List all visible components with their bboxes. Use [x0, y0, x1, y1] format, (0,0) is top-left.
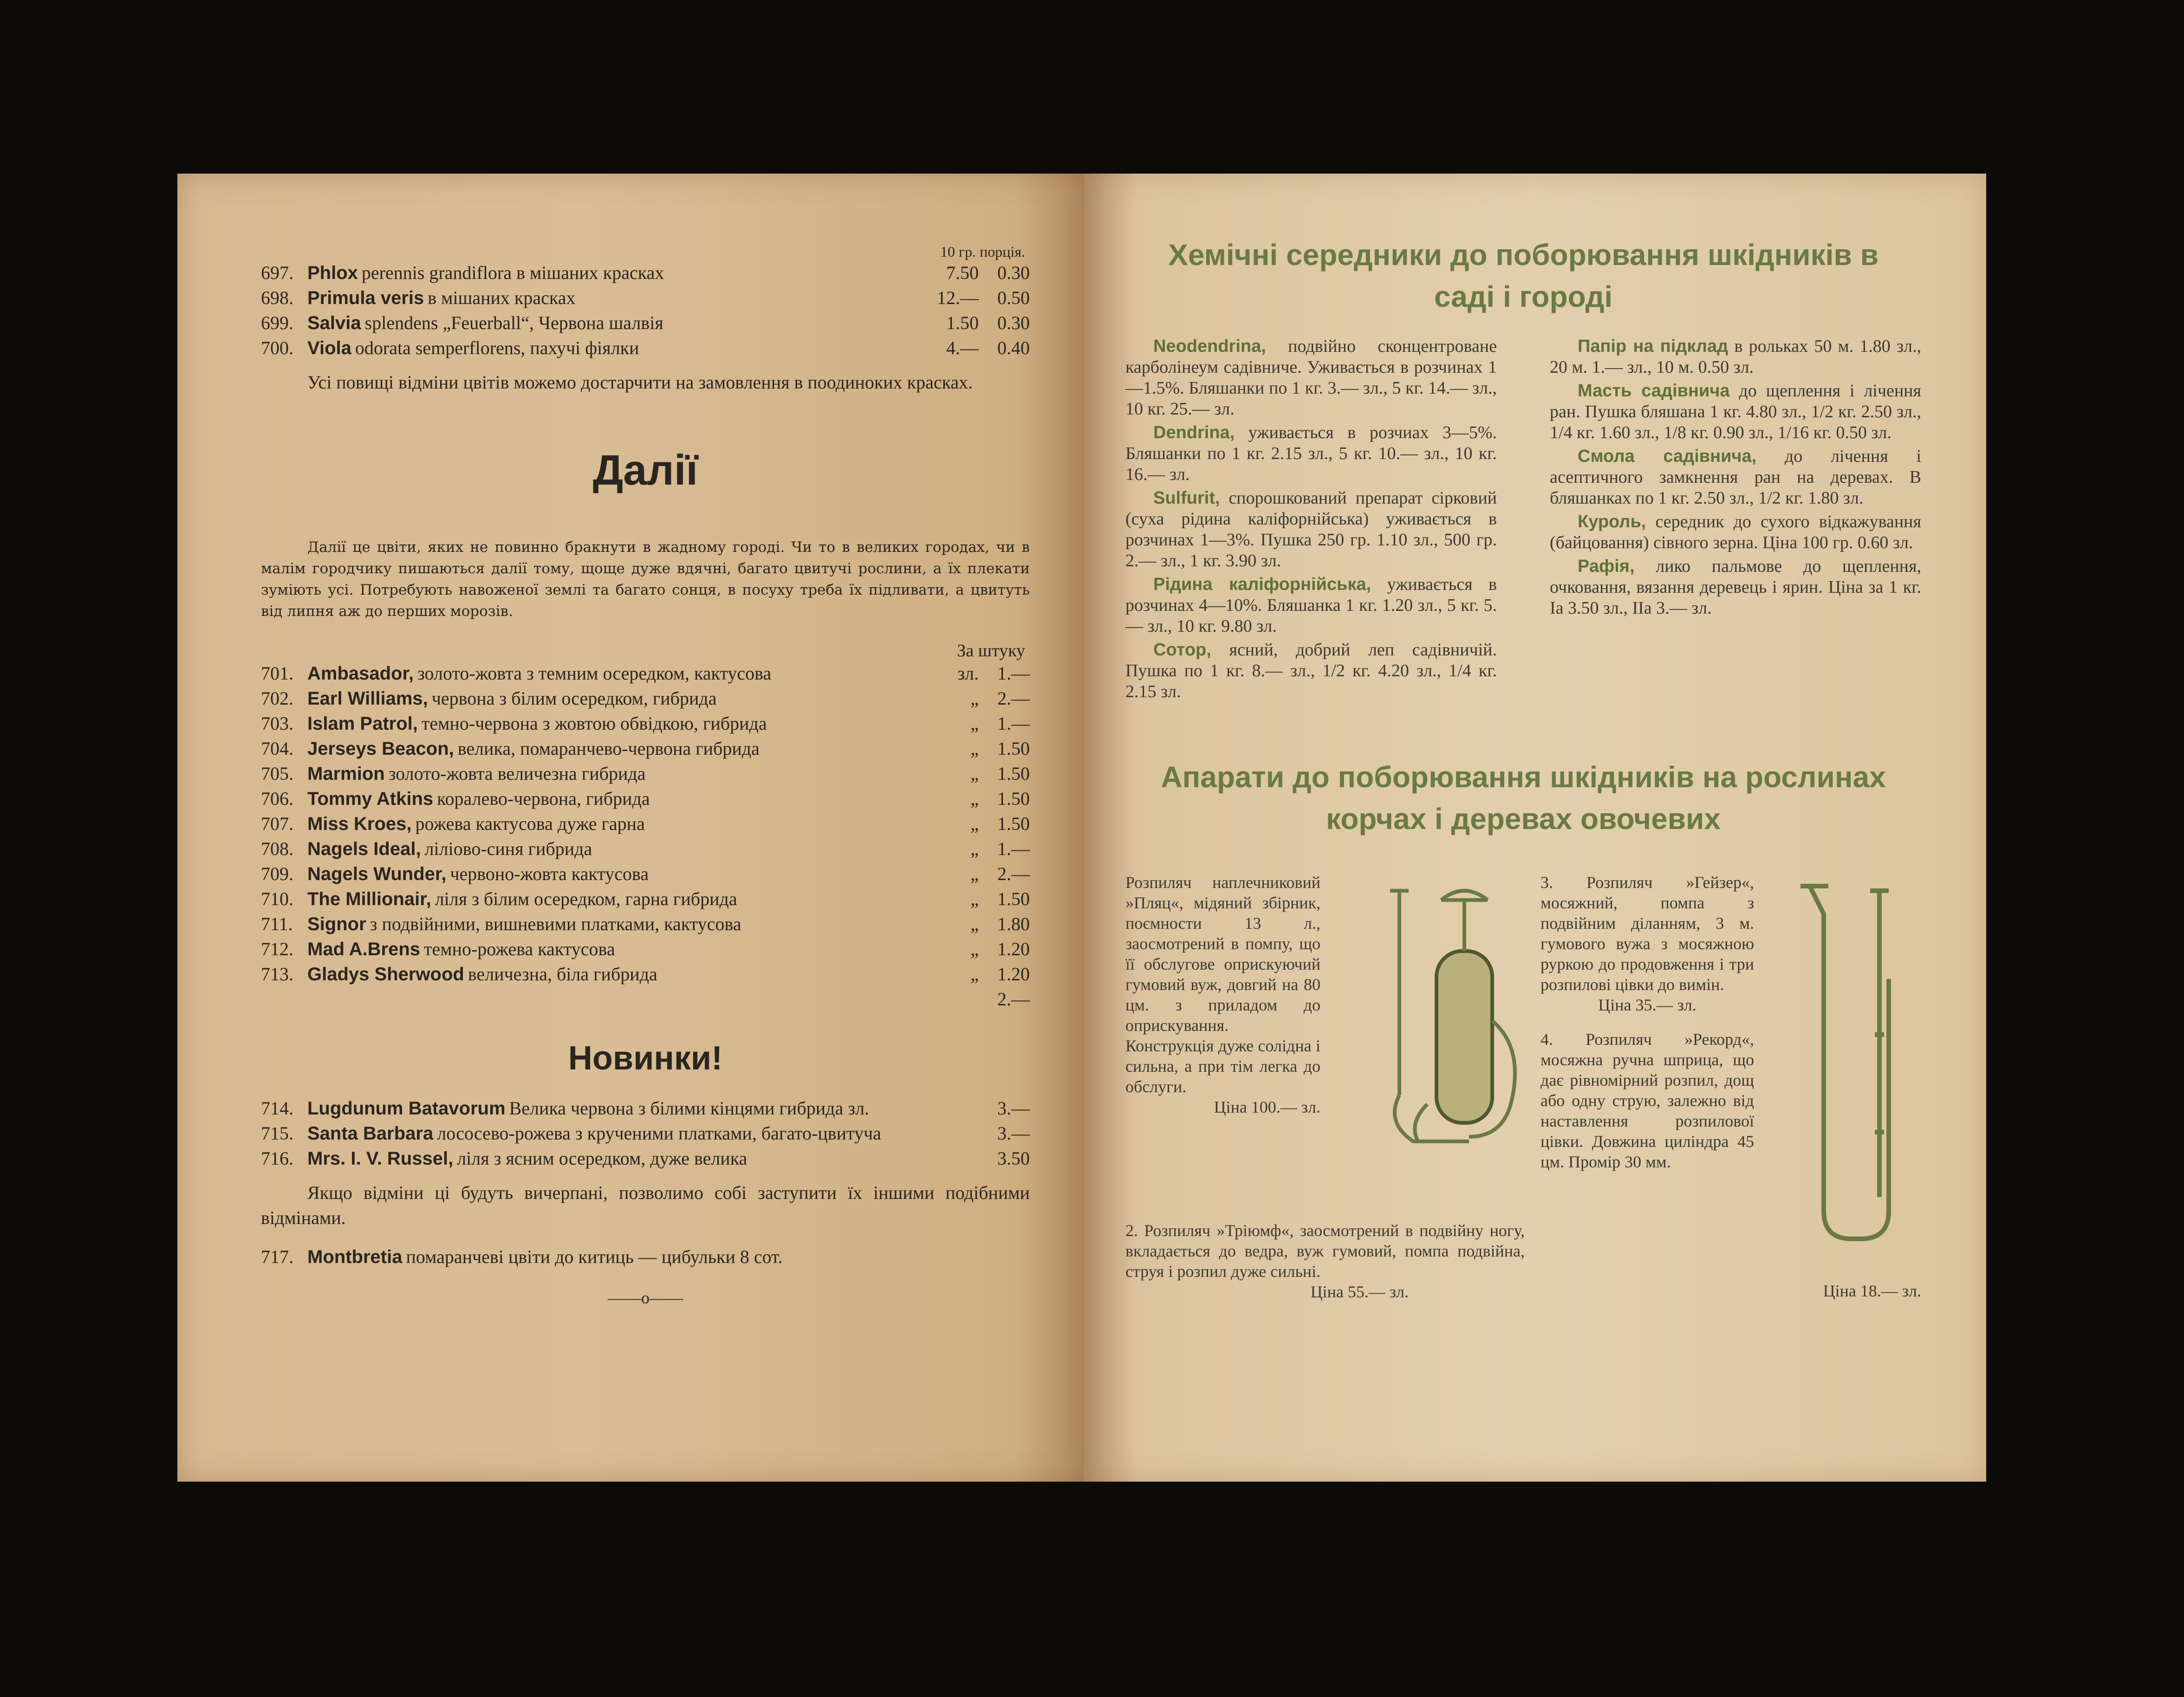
chemical-name: Рідина каліфорнійська,: [1153, 575, 1372, 594]
item-description: з подвійними, вишневими платками, кактусова: [370, 913, 741, 934]
item-number: 709.: [261, 863, 293, 884]
item-description: золото-жовта величезна гибрида: [388, 763, 646, 784]
price-each: 1.50: [997, 813, 1030, 834]
item-number: 698.: [261, 287, 293, 308]
item-number: 707.: [261, 813, 293, 834]
chemical-name: Куроль,: [1578, 512, 1646, 531]
item-name: Phlox: [307, 263, 358, 283]
dahlia-row: [261, 962, 1030, 987]
chemical-description: до щеплення і лічення ран. Пушка бляшана 1 кг. 4.80 зл., 1/2 кг. 2.50 зл., 1/4 кг. 1.60 зл., 1/8 кг. 0.90 зл., 1/16 кг. 0.50 зл.: [1550, 381, 1921, 442]
apparatus-title: Апарати до поборювання шкідників на рослинах корчах і деревах овочевих: [1161, 760, 1886, 836]
chemical-description: лико пальмове до щеплення, очковання, вязання деревець і ярин. Ціна за 1 кг. Ia 3.50 зл., IIa 3.— зл.: [1550, 557, 1921, 618]
price-each: 1.—: [997, 663, 1030, 684]
chemical-name: Dendrina,: [1153, 423, 1235, 442]
dahlia-row: [261, 937, 1030, 962]
unit: „: [970, 964, 979, 985]
price-each: 1.20: [997, 939, 1030, 959]
item-number: 705.: [261, 763, 293, 784]
item-name: Earl Williams,: [307, 688, 428, 709]
dahlia-row: [261, 786, 1030, 811]
item-number: 700.: [261, 337, 293, 358]
item-number: 716.: [261, 1148, 293, 1169]
item-number: 710.: [261, 888, 293, 909]
price-each: 2.—: [997, 688, 1030, 709]
price-10g: 1.50: [946, 312, 979, 333]
item-number: 711.: [261, 913, 293, 934]
item-name: Nagels Ideal,: [307, 839, 421, 859]
item-number: 697.: [261, 262, 293, 283]
chemical-entry: [1550, 336, 1921, 378]
chemical-name: Neodendrina,: [1153, 337, 1266, 356]
price-each: 1.50: [997, 888, 1030, 909]
backpack-sprayer-illustration: [1372, 872, 1525, 1206]
item-number: 703.: [261, 713, 293, 734]
chemical-entry: [1125, 488, 1497, 571]
chemical-description: ясний, добрий леп садівничій. Пушка по 1 кг. 8.— зл., 1/2 кг. 4.20 зл., 1/4 кг. 2.15 зл.: [1125, 640, 1497, 701]
chemical-description: спорошкований препарат сірковий (суха рідина каліфорнійська) уживається в розчинах 1—3%. Пушка 250 гр. 1.10 зл., 500 гр. 2.— зл., 1 кг. 3.90 зл.: [1125, 488, 1497, 570]
chemical-name: Рафія,: [1578, 557, 1635, 576]
chemical-entry: [1550, 381, 1921, 443]
flower-row: [261, 285, 1030, 311]
item-name: Viola: [307, 338, 351, 358]
item-description: золото-жовта з темним осередком, кактусова: [417, 663, 772, 684]
novinky-title: Новинки!: [568, 1040, 723, 1077]
item-name: Signor: [307, 914, 366, 934]
chemical-description: уживається в розчиах 3—5%. Бляшанки по 1 кг. 2.15 зл., 5 кг. 10.— зл., 10 кг. 16.— зл.: [1125, 423, 1497, 484]
unit: „: [970, 913, 979, 934]
chemical-entry: [1125, 574, 1497, 637]
chemical-entry: [1125, 422, 1497, 485]
price-each: 3.—: [997, 1123, 1030, 1144]
sprayer-triumph-text: 2. Розпиляч »Тріюмф«, заосмотрений в подвійну ногу, вкладається до ведра, вуж гумовий, помпа подвійна, струя і розпил дуже сильні.: [1125, 1221, 1525, 1281]
price-portion: 0.40: [997, 337, 1030, 358]
chemical-description: в рольках 50 м. 1.80 зл., 20 м. 1.— зл., 10 м. 0.50 зл.: [1550, 337, 1921, 377]
price-each: 1.50: [997, 788, 1030, 809]
chemical-description: уживається в розчинах 4—10%. Бляшанка 1 кг. 1.20 зл., 5 кг. 5.— зл., 10 кг. 9.80 зл.: [1125, 575, 1497, 636]
sprayer-triumph-price: Ціна 55.— зл.: [1310, 1282, 1409, 1301]
chemical-name: Смола садівнича,: [1578, 447, 1757, 466]
price-portion: 0.30: [997, 312, 1030, 333]
item-number: 714.: [261, 1098, 293, 1119]
item-description: ліля з білим осередком, гарна гибрида: [435, 888, 737, 909]
price-each: 1.80: [997, 913, 1030, 934]
item-description: в мішаних красках: [428, 287, 576, 308]
top-items-list: [261, 260, 1030, 361]
item-description: рожева кактусова дуже гарна: [415, 813, 645, 834]
item-description: perennis grandiflora в мішаних красках: [361, 262, 664, 283]
price-10g: 7.50: [946, 262, 979, 283]
item-name: Primula veris: [307, 288, 424, 308]
chemical-name: Масть садівнича: [1578, 381, 1730, 401]
item-name: The Millionair,: [307, 889, 431, 909]
unit: „: [970, 688, 979, 709]
item-number: 708.: [261, 838, 293, 859]
price-each: 2.—: [997, 863, 1030, 884]
item-description: коралево-червона, гибрида: [437, 788, 650, 809]
item-name: Mad A.Brens: [307, 939, 421, 959]
price-each: 1.20: [997, 964, 1030, 985]
item-description: лососево-рожева з крученими платками, багато-цвитуча: [437, 1123, 881, 1144]
note-single-colors: Усі повищі відміни цвітів можемо достарчити на замовлення в поодиноких красках.: [307, 372, 973, 393]
chemical-entry: [1550, 446, 1921, 509]
sprayer-pliats-price: Ціна 100.— зл.: [1214, 1098, 1320, 1116]
sprayer-geyser-text: 3. Розпиляч »Гейзер«, мосяжний, помпа з подвійним діланням, 3 м. гумового вужа з мосяжною руркою до продовження і три розпилові цівки до вимін.: [1540, 873, 1754, 994]
chemical-entry: [1125, 336, 1497, 420]
chemical-name: Папір на підклад: [1578, 337, 1729, 356]
unit: „: [970, 713, 979, 734]
unit: „: [970, 838, 979, 859]
chemical-description: до лічення і асептичного замкнення ран на деревах. В бляшанках по 1 кг. 2.50 зл., 1/2 кг. 1.80 зл.: [1550, 447, 1922, 508]
unit: „: [970, 863, 979, 884]
montbretia-row: 717. Montbretia помаранчеві цвіти до китиць — цибульки 8 сот.: [261, 1246, 783, 1267]
chemicals-columns: [1125, 336, 1921, 705]
price-10g: 12.—: [937, 287, 979, 308]
item-name: Miss Kroes,: [307, 814, 412, 834]
dahlia-row: [261, 686, 1030, 711]
item-description: червоно-жовта кактусова: [450, 863, 649, 884]
item-number: 704.: [261, 738, 293, 759]
chemicals-left-column: [1125, 336, 1497, 705]
dahlia-row: [261, 912, 1030, 937]
item-number: 713.: [261, 964, 293, 985]
item-number: 699.: [261, 312, 293, 333]
flower-row: [261, 260, 1030, 285]
item-number: 715.: [261, 1123, 293, 1144]
left-page: [177, 174, 1086, 1482]
item-description: ліліово-синя гибрида: [424, 838, 592, 859]
novelty-row: [261, 1146, 1030, 1171]
item-description: ліля з ясним осередком, дуже велика: [457, 1148, 748, 1169]
unit: „: [970, 763, 979, 784]
item-description: темно-рожева кактусова: [424, 939, 615, 959]
right-page: [1084, 174, 1986, 1482]
extra-price-row: 2.—: [997, 989, 1030, 1010]
flower-row: [261, 311, 1030, 336]
item-description: odorata semperflorens, пахучі фіялки: [355, 337, 639, 358]
dahlia-row: [261, 661, 1030, 686]
item-name: Tommy Atkins: [307, 789, 434, 809]
item-number: 712.: [261, 939, 293, 959]
flower-row: [261, 336, 1030, 361]
unit: „: [970, 738, 979, 759]
unit: „: [970, 939, 979, 959]
chemical-entry: [1125, 640, 1497, 702]
dahlia-row: [261, 811, 1030, 836]
dahlia-row: [261, 861, 1030, 887]
apparatus-left: [1125, 872, 1525, 1302]
apparatus-right: [1540, 872, 1921, 1302]
price-10g: 4.—: [946, 337, 979, 358]
item-description: Велика червона з білими кінцями гибрида зл.: [509, 1098, 869, 1119]
sprayer-geyser-price: Ціна 35.— зл.: [1598, 996, 1696, 1014]
item-name: Santa Barbara: [307, 1123, 434, 1144]
unit: „: [970, 813, 979, 834]
dalii-price-header: За штуку: [957, 641, 1025, 661]
item-name: Marmion: [307, 764, 385, 784]
item-description: splendens „Feuerball“, Червона шалвія: [364, 312, 663, 333]
item-number: 706.: [261, 788, 293, 809]
item-name: Lugdunum Batavorum: [307, 1098, 506, 1119]
item-description: величезна, біла гибрида: [468, 964, 657, 985]
sprayer-record-text: 4. Розпиляч »Рекорд«, мосяжна ручна шприца, що дає рівномірний розпил, дощ або одну струю, залежно від наставлення розпилової цівки. Довжина циліндра 45 цм. Промір 30 мм.: [1540, 1030, 1754, 1171]
unit: зл.: [957, 663, 979, 684]
price-column-header: 10 гр. порція.: [940, 243, 1025, 260]
item-description: велика, помаранчево-червона гибрида: [457, 738, 760, 759]
chemical-description: подвійно сконцентроване карболінеум садівниче. Уживається в розчинах 1—1.5%. Бляшанки по 1 кг. 3.— зл., 5 кг. 14.— зл., 10 кг. 25.— зл.: [1125, 337, 1497, 419]
dalii-title: Далії: [592, 447, 698, 494]
item-number: 701.: [261, 663, 293, 684]
dahlia-row: [261, 761, 1030, 786]
dalii-description: Далії це цвіти, яких не повинно бракнути в жадному городі. Чи то в великих городах, чи в малім городчику пишаються далії тому, щоще дуже вдячні, багато цвитучі рослини, а їх плекати зуміють усі. Потребують навоженої землі та багато сонця, в посуху треба їх підливати, а цвитуть від липня аж до перших морозів.: [261, 539, 1030, 620]
hand-pump-sprayer-illustration: [1782, 872, 1921, 1271]
end-divider: ——o——: [608, 1289, 683, 1307]
novelty-row: [261, 1096, 1030, 1121]
price-portion: 0.50: [997, 287, 1030, 308]
sprayer-record-price: Ціна 18.— зл.: [1823, 1282, 1921, 1300]
novelty-row: [261, 1121, 1030, 1146]
dahlia-row: [261, 711, 1030, 736]
chemicals-right-column: [1550, 336, 1921, 705]
chemical-entry: [1550, 512, 1921, 553]
dahlia-row: [261, 736, 1030, 761]
item-description: червона з білим осередком, гибрида: [431, 688, 717, 709]
chemical-entry: [1550, 556, 1921, 619]
dahlia-row: [261, 836, 1030, 861]
chemical-name: Сотор,: [1153, 640, 1211, 660]
dahlia-row: [261, 887, 1030, 912]
chemicals-title: Хемічні середники до поборювання шкідників в саді і городі: [1168, 238, 1878, 313]
unit: „: [970, 788, 979, 809]
price-each: 1.—: [997, 838, 1030, 859]
item-name: Ambasador,: [307, 663, 414, 684]
unit: „: [970, 888, 979, 909]
price-each: 1.50: [997, 738, 1030, 759]
item-name: Jerseys Beacon,: [307, 738, 454, 759]
price-each: 3.50: [997, 1148, 1030, 1169]
chemical-name: Sulfurit,: [1153, 488, 1220, 508]
novinky-list: [261, 1096, 1030, 1171]
item-name: Salvia: [307, 313, 361, 333]
item-name: Mrs. I. V. Russel,: [307, 1148, 454, 1169]
price-each: 3.—: [997, 1098, 1030, 1119]
item-description: темно-червона з жовтою обвідкою, гибрида: [421, 713, 767, 734]
price-each: 1.50: [997, 763, 1030, 784]
apparatus-section: [1125, 872, 1921, 1302]
item-number: 702.: [261, 688, 293, 709]
item-name: Nagels Wunder,: [307, 864, 447, 884]
item-name: Islam Patrol,: [307, 713, 418, 734]
price-each: 1.—: [997, 713, 1030, 734]
price-portion: 0.30: [997, 262, 1030, 283]
chemical-description: середник до сухого відкажування (байцовання) сівного зерна. Ціна 100 гр. 0.60 зл.: [1550, 512, 1921, 552]
note-substitution: Якщо відміни ці будуть вичерпані, позволимо собі заступити їх іншими подібними відмінами.: [261, 1182, 1030, 1228]
dalii-list: [261, 661, 1030, 987]
item-name: Gladys Sherwood: [307, 964, 464, 985]
sprayer-pliats-text: Розпиляч наплечниковий »Пляц«, мідяний збірник, поємности 13 л., заосмотрений в помпу, що її обслугове оприскуючий гумовий вуж, довгий на 80 цм. з приладом до оприскування. Конструкція дуже солідна і сильна, а при тім легка до обслуги.: [1125, 873, 1320, 1096]
